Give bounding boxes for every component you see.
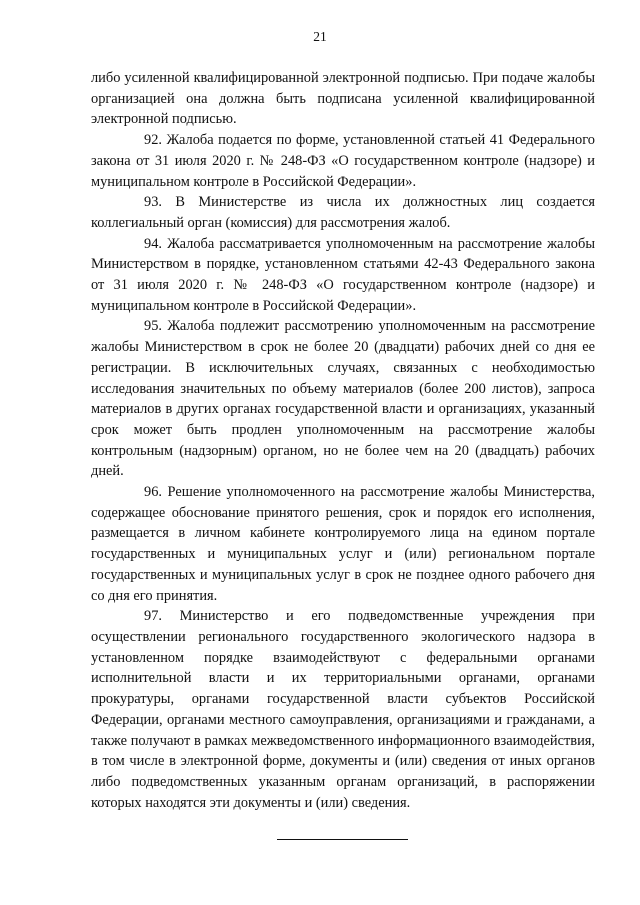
paragraph-93: 93. В Министерстве из числа их должностных лиц создается коллегиальный орган (комиссия) для рассмотрения жалоб. [91, 194, 595, 231]
paragraph-96: 96. Решение уполномоченного на рассмотрение жалобы Министерства, содержащее обоснование принятого решения, срок и порядок его исполнения, размещается в личном кабинете контролируемого лица на едином портале государственных и муниципальных услуг и (или) региональном портале государственных и муниципальных услуг в срок не позднее одного рабочего дня со дня его принятия. [91, 484, 595, 604]
paragraph-97: 97. Министерство и его подведомственные учреждения при осуществлении регионального государственного экологического надзора в установленном порядке взаимодействуют с федеральными органами исполнительной власти и их территориальными органами, органами прокуратуры, органами государственной власти субъектов Российской Федерации, органами местного самоуправления, организациями и гражданами, а также получают в рамках межведомственного информационного взаимодействия, в том числе в электронной форме, документы и (или) сведения от иных органов либо подведомственных указанным органам организаций, в распоряжении которых находятся эти документы и (или) сведения. [91, 608, 595, 811]
end-of-document-line [277, 839, 408, 840]
paragraph-continuation: либо усиленной квалифицированной электронной подписью. При подаче жалобы организацией она должна быть подписана усиленной квалифицированной электронной подписью. [91, 70, 595, 128]
paragraph-94: 94. Жалоба рассматривается уполномоченным на рассмотрение жалобы Министерством в порядке, установленном статьями 42-43 Федерального закона от 31 июля 2020 г. № 248-ФЗ «О государственном контроле (надзоре) и муниципальном контроле в Российской Федерации». [91, 235, 595, 314]
page-number: 21 [313, 29, 327, 44]
paragraph-92: 92. Жалоба подается по форме, установленной статьей 41 Федерального закона от 31 июля 2020 г. № 248-ФЗ «О государственном контроле (надзоре) и муниципальном контроле в Российской Федерации». [91, 132, 595, 190]
paragraph-95: 95. Жалоба подлежит рассмотрению уполномоченным на рассмотрение жалобы Министерством в срок не более 20 (двадцати) рабочих дней со дня ее регистрации. В исключительных случаях, связанных с необходимостью исследования значительных по объему материалов (более 200 листов), запроса материалов в других органах государственной власти и организациях, указанный срок может быть продлен уполномоченным на рассмотрение жалобы контрольным (надзорным) органом, но не более чем на 20 (двадцать) рабочих дней. [91, 318, 595, 480]
document-body [91, 68, 595, 813]
